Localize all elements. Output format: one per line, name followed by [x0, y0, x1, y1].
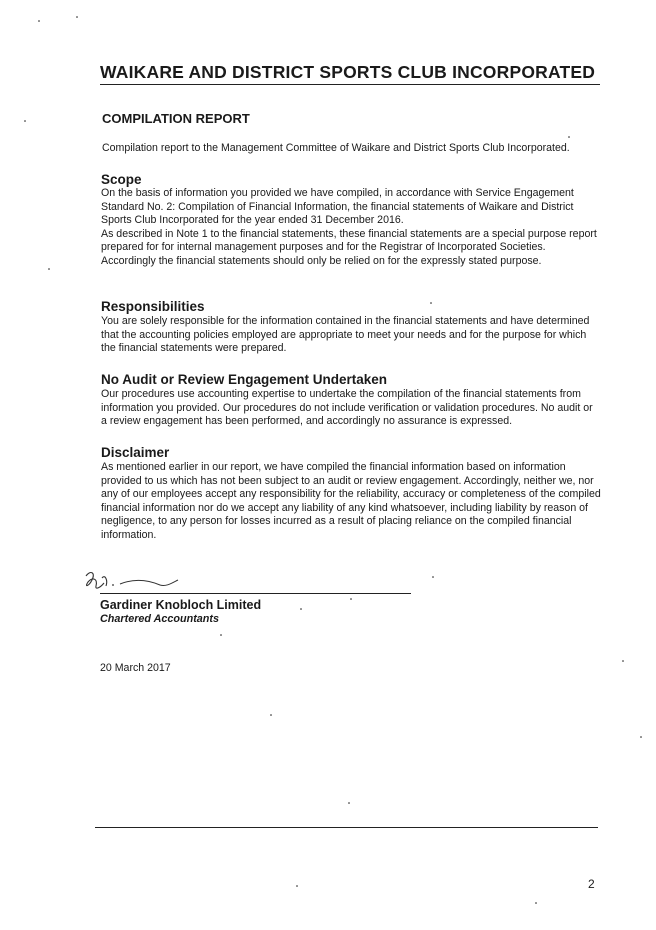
scan-speck — [350, 598, 352, 600]
scan-speck — [622, 660, 624, 662]
section-body-disclaimer — [101, 461, 601, 543]
section-heading-no-audit: No Audit or Review Engagement Undertaken — [101, 372, 388, 387]
footer-rule — [95, 827, 598, 828]
section-body-scope — [101, 187, 601, 269]
scan-speck — [568, 136, 570, 138]
section-heading-scope: Scope — [101, 172, 142, 187]
scan-speck — [296, 885, 298, 887]
scan-speck — [432, 576, 434, 578]
section-body-responsibilities — [101, 315, 601, 356]
scope-paragraph-1: On the basis of information you provided we have compiled, in accordance with Service Engagement Standard No. 2: Compilation of Financial Information, the financial statements of Waikare and District Sports Club Incorporated for the year ended 31 December 2016. — [101, 187, 574, 227]
responsibilities-paragraph-1: You are solely responsible for the information contained in the financial statements and have determined that the accounting policies employed are appropriate to meet your needs and for the purpose for which the financial statements were prepared. — [101, 315, 590, 355]
scan-speck — [38, 20, 40, 22]
firm-subtitle: Chartered Accountants — [100, 613, 219, 625]
signature-mark — [80, 568, 190, 594]
page-number: 2 — [588, 877, 595, 891]
signature-line — [100, 593, 411, 594]
scan-speck — [220, 634, 222, 636]
scan-speck — [430, 302, 432, 304]
scope-paragraph-2: As described in Note 1 to the financial statements, these financial statements are a special purpose report prepared for for internal management purposes and for the Registrar of Incorporated Societies. Accordingly the financial statements should only be relied on for the expressly stated purpose. — [101, 227, 597, 267]
report-date: 20 March 2017 — [100, 662, 171, 674]
intro-text: Compilation report to the Management Committee of Waikare and District Sports Club Incorporated. — [102, 142, 570, 154]
scan-speck — [76, 16, 78, 18]
title-underline — [100, 84, 600, 85]
disclaimer-paragraph-1: As mentioned earlier in our report, we have compiled the financial information based on information provided to us which has not been subject to an audit or review engagement. Accordingly, neither we, nor any of our employees accept any responsibility for the reliability, accuracy or completeness of the compiled financial information nor do we accept any liability of any kind whatsoever, including liability by reason of negligence, to any person for losses incurred as a result of placing reliance on the compiled financial information. — [101, 461, 601, 541]
scan-speck — [48, 268, 50, 270]
scan-speck — [270, 714, 272, 716]
section-heading-disclaimer: Disclaimer — [101, 445, 170, 460]
scan-speck — [348, 802, 350, 804]
firm-name: Gardiner Knobloch Limited — [100, 598, 262, 612]
section-body-no-audit — [101, 388, 601, 429]
scan-speck — [24, 120, 26, 122]
section-heading-responsibilities: Responsibilities — [101, 299, 205, 314]
report-heading: COMPILATION REPORT — [102, 111, 250, 126]
scan-speck — [535, 902, 537, 904]
scan-speck — [640, 736, 642, 738]
scan-speck — [300, 608, 302, 610]
no-audit-paragraph-1: Our procedures use accounting expertise to undertake the compilation of the financial statements from information you provided. Our procedures do not include verification or validation procedures. No audit or a review engagement has been performed, and accordingly no assurance is expressed. — [101, 388, 593, 428]
document-title: WAIKARE AND DISTRICT SPORTS CLUB INCORPORATED — [100, 62, 596, 82]
